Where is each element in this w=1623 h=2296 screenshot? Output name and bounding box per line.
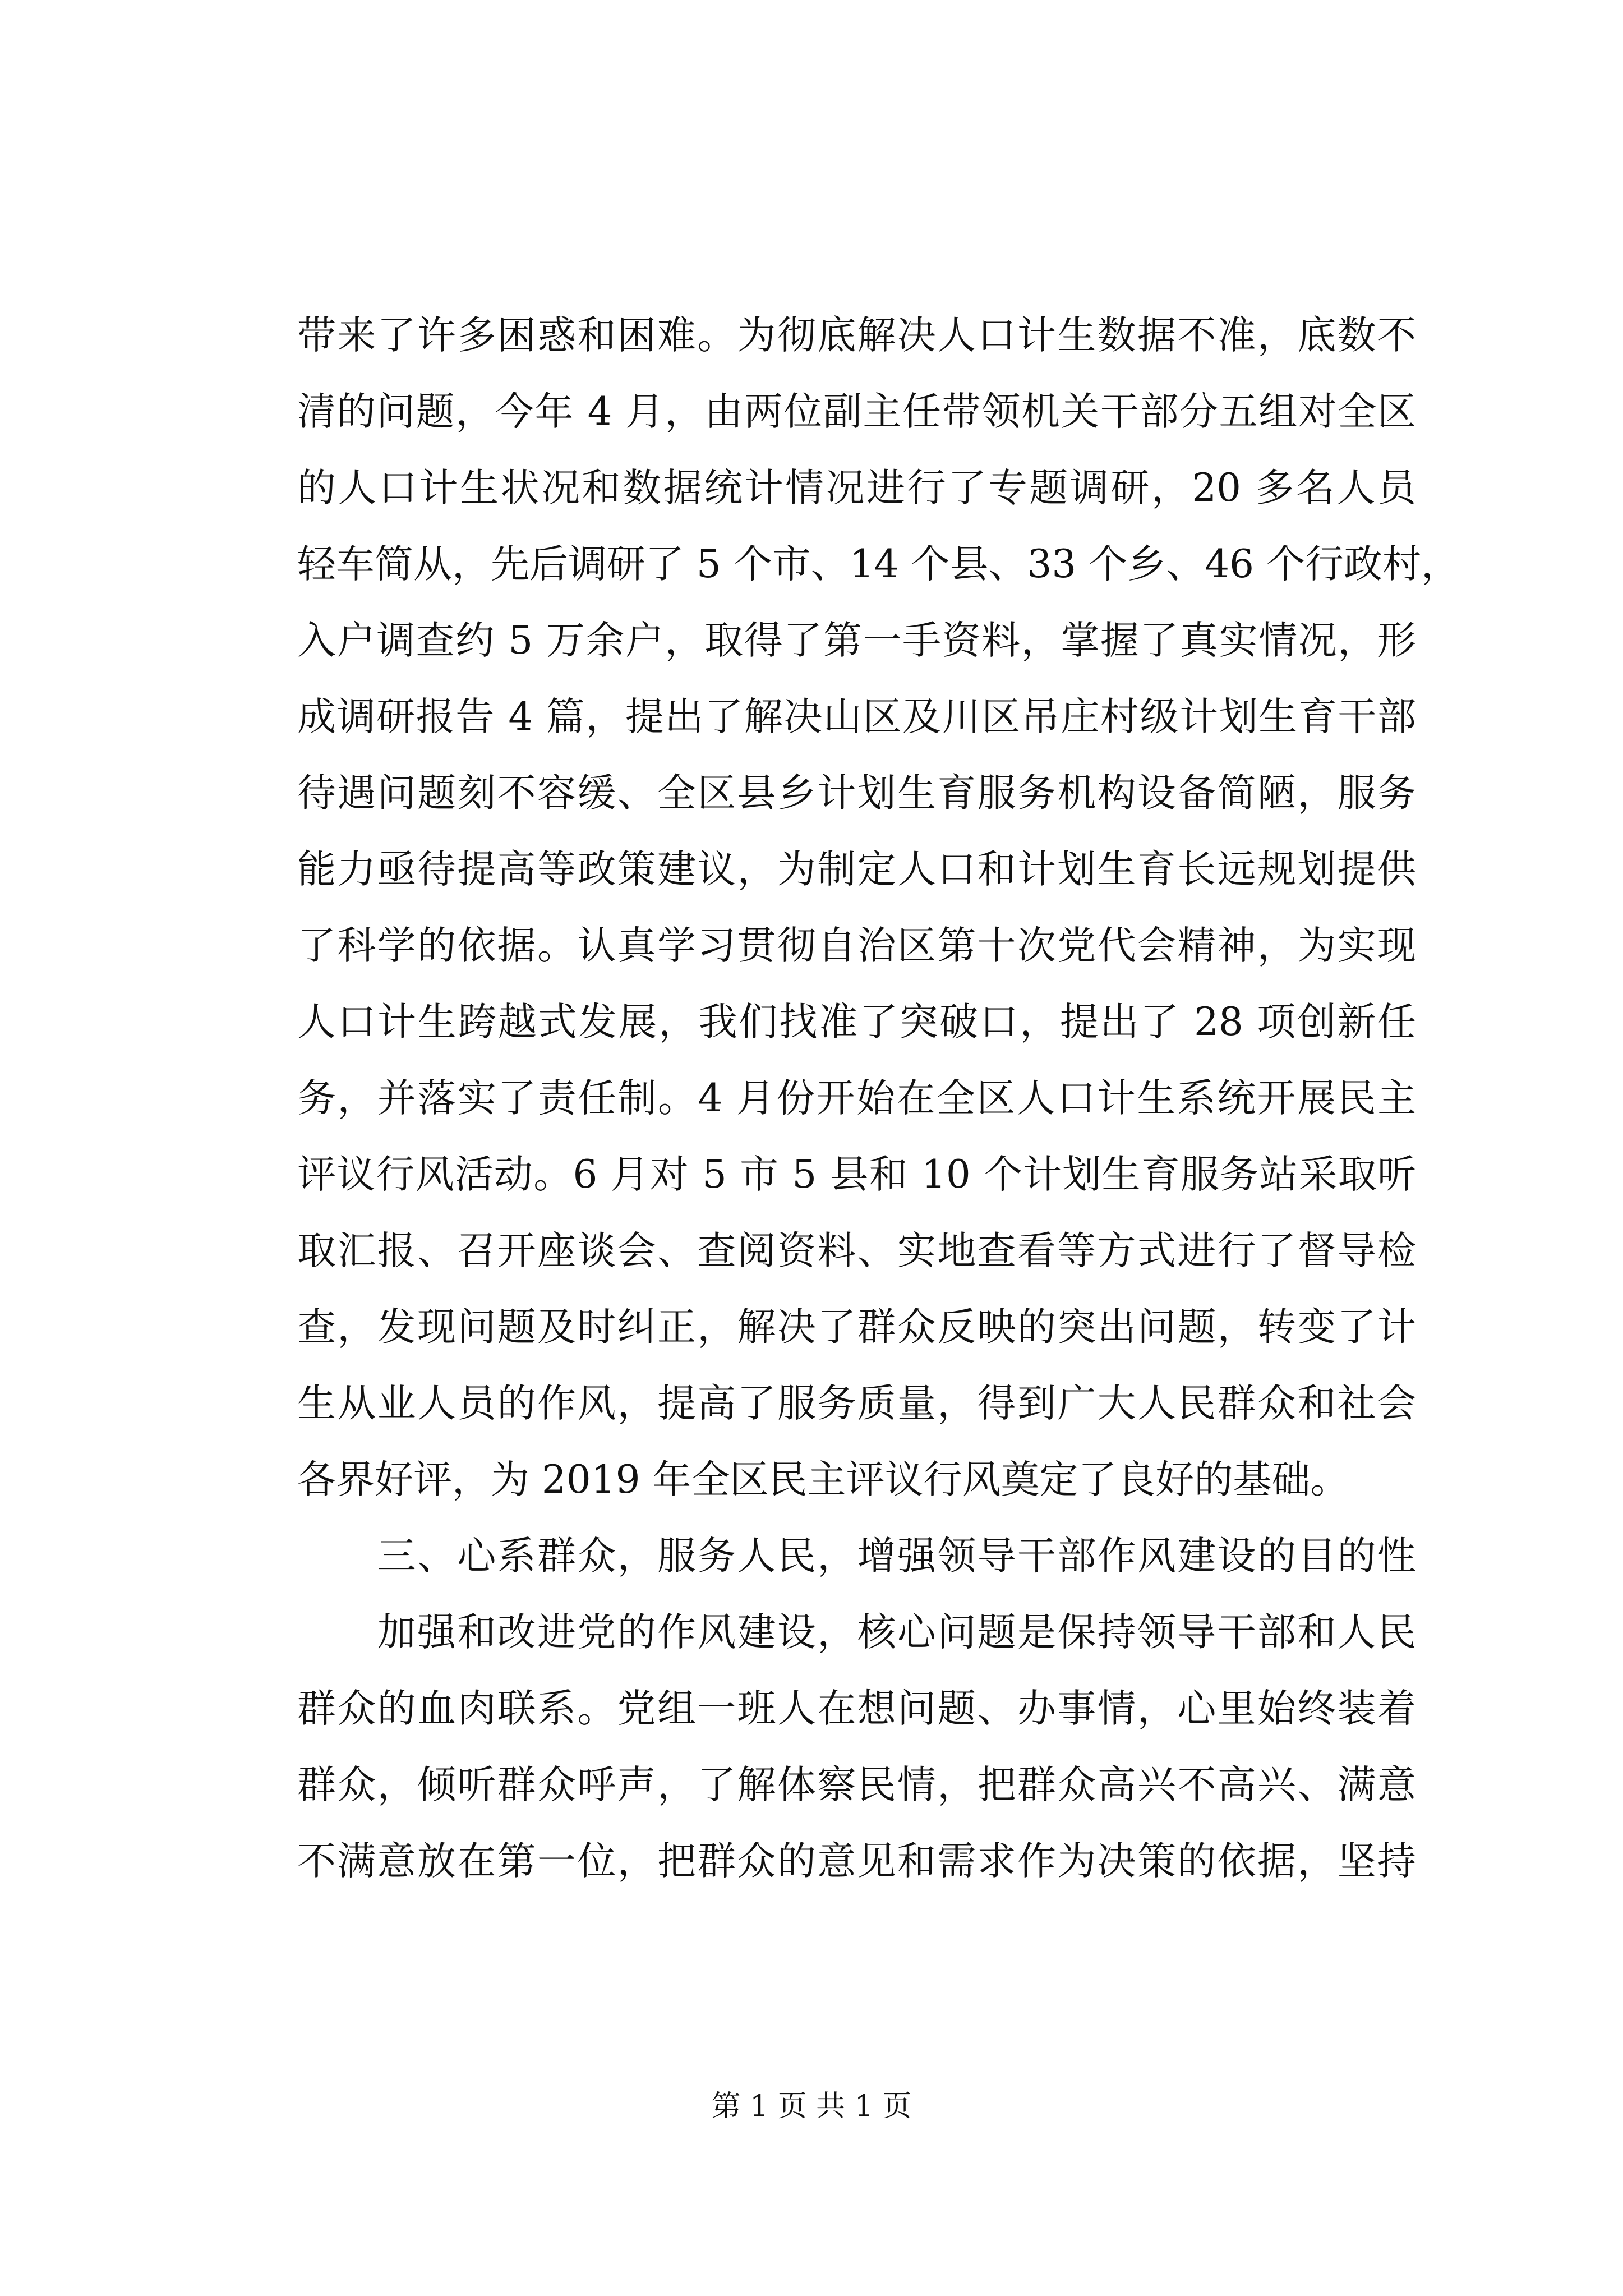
text-line: 不满意放在第一位，把群众的意见和需求作为决策的依据，坚持 bbox=[297, 1839, 1416, 1884]
text-line: 评议行风活动。6 月对 5 市 5 县和 10 个计划生育服务站采取听 bbox=[297, 1152, 1416, 1197]
section-heading: 三、心系群众，服务人民，增强领导干部作风建设的目的性 bbox=[297, 1534, 1416, 1579]
text-line: 取汇报、召开座谈会、查阅资料、实地查看等方式进行了督导检 bbox=[297, 1228, 1416, 1273]
text-line: 查，发现问题及时纠正，解决了群众反映的突出问题，转变了计 bbox=[297, 1305, 1416, 1350]
text-line: 的人口计生状况和数据统计情况进行了专题调研，20 多名人员 bbox=[297, 466, 1416, 510]
text-line: 群众的血肉联系。党组一班人在想问题、办事情，心里始终装着 bbox=[297, 1686, 1416, 1731]
text-line: 人口计生跨越式发展，我们找准了突破口，提出了 28 项创新任 bbox=[297, 1000, 1416, 1045]
text-line: 待遇问题刻不容缓、全区县乡计划生育服务机构设备简陋，服务 bbox=[297, 771, 1416, 816]
text-line: 能力亟待提高等政策建议，为制定人口和计划生育长远规划提供 bbox=[297, 847, 1416, 892]
text-line: 务，并落实了责任制。4 月份开始在全区人口计生系统开展民主 bbox=[297, 1076, 1416, 1121]
text-line: 入户调查约 5 万余户，取得了第一手资料，掌握了真实情况，形 bbox=[297, 618, 1416, 663]
text-line: 群众，倾听群众呼声，了解体察民情，把群众高兴不高兴、满意 bbox=[297, 1763, 1416, 1807]
text-line-paragraph-end: 各界好评，为 2019 年全区民主评议行风奠定了良好的基础。 bbox=[297, 1457, 1349, 1502]
body-text bbox=[297, 297, 1460, 1899]
text-line: 成调研报告 4 篇，提出了解决山区及川区吊庄村级计划生育干部 bbox=[297, 694, 1416, 739]
page-footer: 第 1 页 共 1 页 bbox=[711, 2090, 912, 2123]
text-line: 清的问题，今年 4 月，由两位副主任带领机关干部分五组对全区 bbox=[297, 389, 1416, 434]
text-line: 了科学的依据。认真学习贯彻自治区第十次党代会精神，为实现 bbox=[297, 923, 1416, 968]
text-line: 加强和改进党的作风建设，核心问题是保持领导干部和人民 bbox=[297, 1610, 1416, 1655]
text-line: 生从业人员的作风，提高了服务质量，得到广大人民群众和社会 bbox=[297, 1381, 1416, 1426]
text-line: 带来了许多困惑和困难。为彻底解决人口计生数据不准，底数不 bbox=[297, 313, 1416, 358]
text-line: 轻车简从，先后调研了 5 个市、14 个县、33 个乡、46 个行政村， bbox=[297, 542, 1460, 587]
